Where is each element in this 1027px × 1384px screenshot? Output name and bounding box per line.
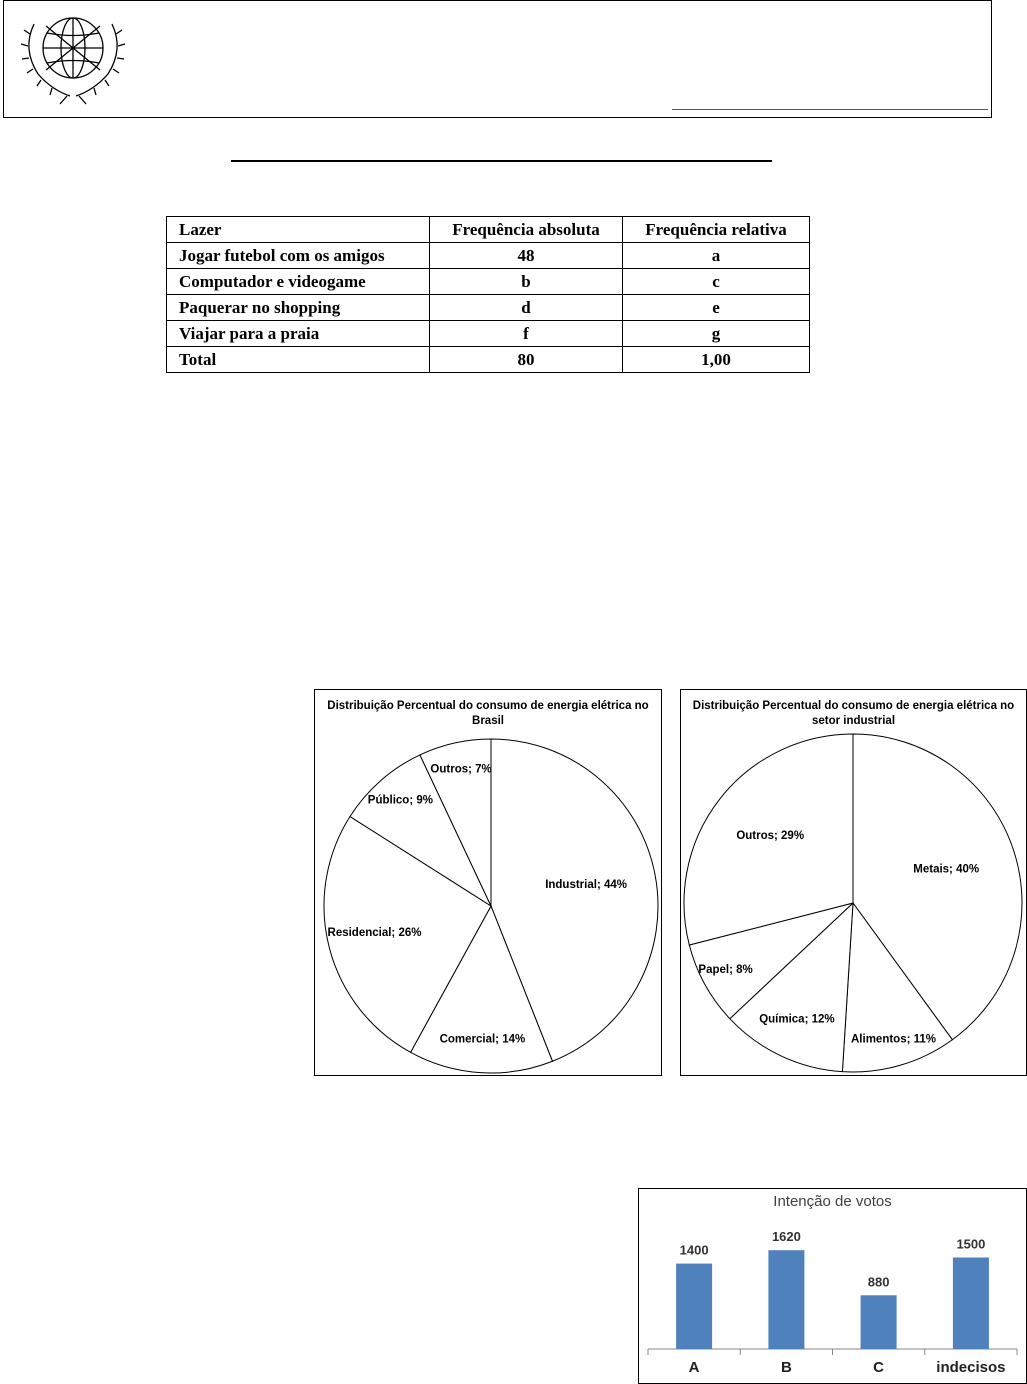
pie-slice-label: Industrial; 44% [545,878,628,891]
table-cell: e [623,295,810,321]
bar-indecisos [953,1258,989,1350]
bar-chart-votes-svg [639,1189,1026,1383]
bar-chart-votes [638,1188,1027,1384]
bar-data-label: 1400 [679,1242,709,1258]
pie-slice-label: Alimentos; 11% [851,1033,936,1046]
table-cell: c [623,269,810,295]
pie-slice-label: Outros; 7% [430,763,492,776]
header-link-underline[interactable] [672,109,988,110]
x-tick-label: A [688,1359,700,1376]
pie-slice-label: Outros; 29% [736,829,805,842]
pie-slice-label: Papel; 8% [698,964,753,976]
pie-chart-brasil [314,689,662,1076]
table-row [167,243,810,269]
bar-a [676,1264,712,1349]
table-total-row [167,347,810,373]
table-header-cell: Frequência absoluta [430,217,623,243]
bar-data-label: 1500 [956,1236,986,1252]
table-cell: Jogar futebol com os amigos [167,243,430,269]
table-header-cell: Frequência relativa [623,217,810,243]
table-row [167,269,810,295]
table-cell: 48 [430,243,623,269]
table-cell: Total [167,347,430,373]
table-cell: f [430,321,623,347]
table-row [167,295,810,321]
table-cell: d [430,295,623,321]
bar-c [861,1295,897,1349]
table-header-cell: Lazer [167,217,430,243]
pie-chart-brasil-svg [315,690,661,1075]
x-tick-label: B [780,1359,792,1376]
bar-data-label: 880 [867,1274,890,1290]
table-cell: b [430,269,623,295]
x-tick-label: indecisos [936,1359,1006,1376]
title-underline [231,160,772,162]
table-cell: Paquerar no shopping [167,295,430,321]
table-cell: g [623,321,810,347]
frequency-table [166,216,810,373]
pie-slice-label: Público; 9% [367,794,433,807]
chart-title: Intenção de votos [773,1193,892,1210]
table-cell: 80 [430,347,623,373]
table-row [167,321,810,347]
pie-slice-label: Residencial; 26% [327,926,422,939]
chart-title: Distribuição Percentual do consumo de energia elétrica no setor industrial [692,700,1015,727]
table-cell: Viajar para a praia [167,321,430,347]
pie-slice-label: Metais; 40% [913,863,980,876]
table-cell: a [623,243,810,269]
table-header-row [167,217,810,243]
table-cell: Computador e videogame [167,269,430,295]
chart-title: Distribuição Percentual do consumo de energia elétrica no Brasil [327,700,649,727]
pie-slice-label: Comercial; 14% [439,1033,526,1046]
globe-wreath-logo-icon [12,4,134,107]
bar-b [768,1250,804,1349]
x-tick-label: C [873,1359,885,1376]
pie-slice-label: Química; 12% [759,1013,835,1026]
bar-data-label: 1620 [771,1229,801,1245]
pie-chart-industrial [680,689,1027,1076]
header-box [3,0,992,118]
table-cell: 1,00 [623,347,810,373]
pie-chart-industrial-svg [681,690,1026,1075]
